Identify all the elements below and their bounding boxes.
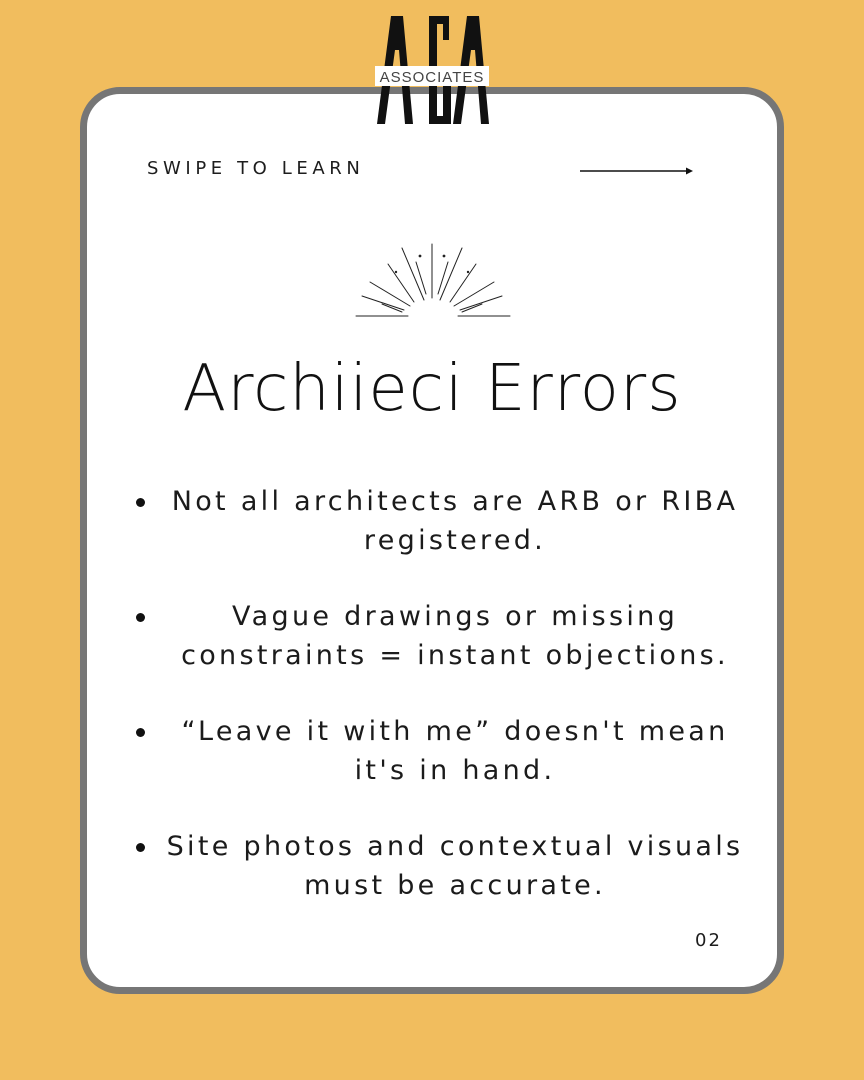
aga-associates-logo (373, 10, 491, 126)
page-title: Archiieci Errors (182, 352, 682, 426)
bullet-text: Site photos and contextual visuals must be accurate. (166, 831, 744, 901)
bullet-text: Vague drawings or missing constraints = instant objections. (181, 601, 729, 671)
bullet-dot-icon (136, 498, 145, 507)
page-number: 02 (695, 930, 722, 951)
list-item (130, 827, 750, 942)
list-item (130, 597, 750, 712)
bullet-dot-icon (136, 613, 145, 622)
bullet-dot-icon (136, 728, 145, 737)
bullet-text: “Leave it with me” doesn't mean it's in hand. (181, 716, 729, 786)
bullet-text: Not all architects are ARB or RIBA registered. (171, 486, 739, 556)
bullet-list (130, 482, 750, 942)
list-item (130, 482, 750, 597)
sunburst-icon (352, 242, 512, 322)
right-arrow-icon[interactable] (580, 163, 696, 179)
swipe-to-learn-label: SWIPE TO LEARN (147, 158, 365, 179)
bullet-dot-icon (136, 843, 145, 852)
list-item (130, 712, 750, 827)
logo-subtitle-text: ASSOCIATES (379, 69, 485, 86)
